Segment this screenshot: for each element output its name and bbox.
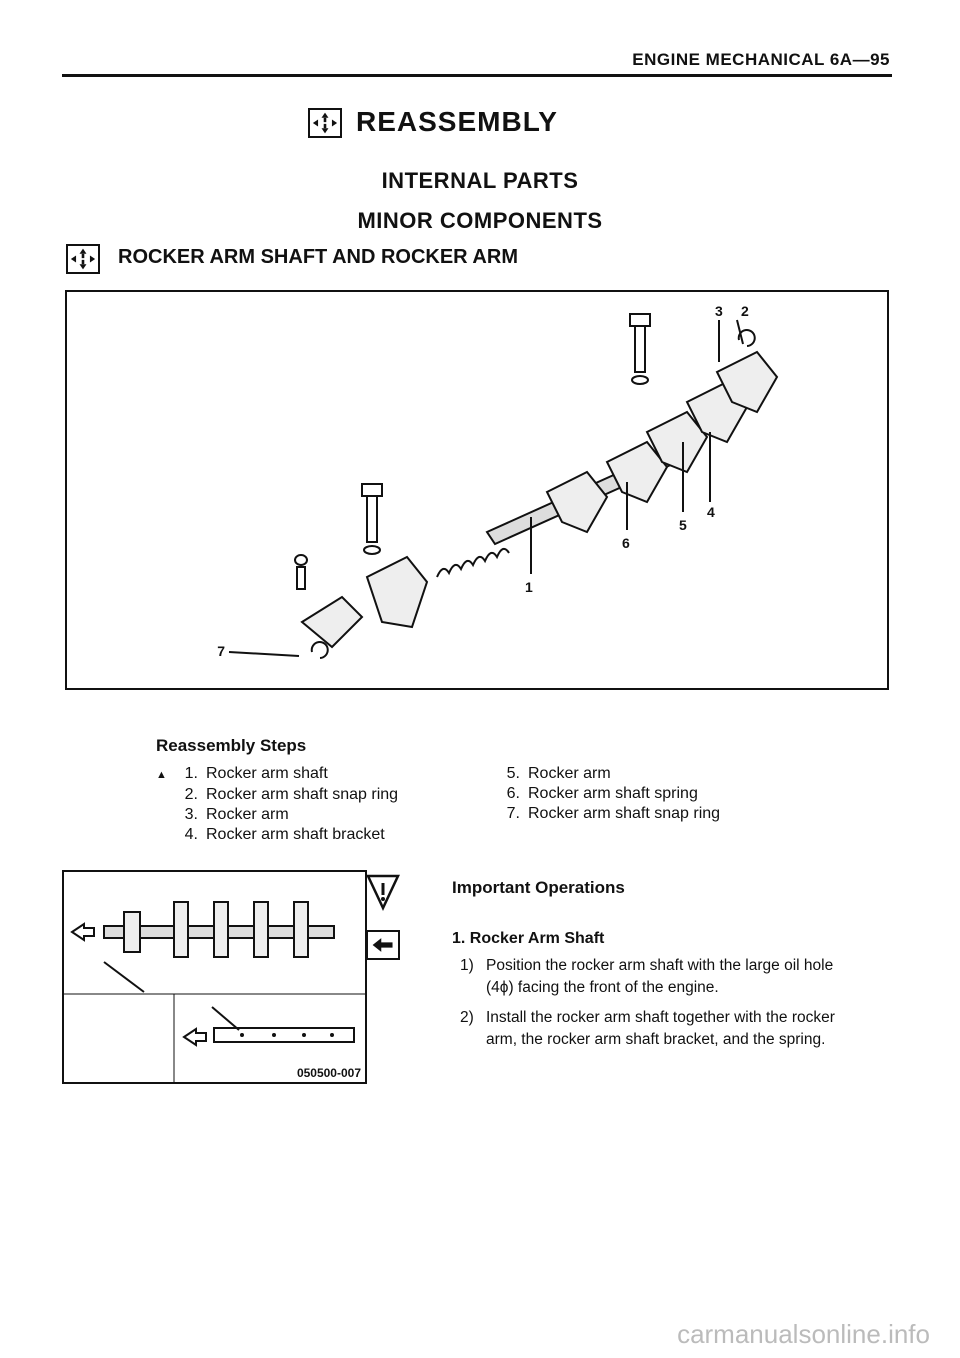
rocker-arm-assembly-drawing (67, 292, 887, 688)
operation-list (460, 955, 900, 1051)
header-rule (62, 74, 892, 77)
callout-2: 2 (741, 303, 749, 319)
callout-4: 4 (707, 504, 715, 520)
operation-item: 1) Position the rocker arm shaft with the large oil hole (4ϕ) facing the front of the engine. (460, 957, 834, 996)
callout-7: 7 (217, 643, 225, 659)
step-item: 7. Rocker arm shaft snap ring (506, 805, 721, 822)
operation-item: 2) Install the rocker arm shaft together with the rocker arm, the rocker arm shaft bracket, and the spring. (460, 1009, 835, 1048)
step-item: 5. Rocker arm (506, 765, 611, 782)
step-item: ▲ 1. Rocker arm shaft (156, 765, 328, 782)
step-item: 3. Rocker arm (184, 806, 289, 823)
steps-list-right (490, 764, 720, 824)
step-item: 6. Rocker arm shaft spring (506, 785, 698, 802)
steps-title: Reassembly Steps (156, 736, 307, 755)
arrow-left-icon (366, 930, 400, 960)
reassembly-icon (308, 108, 342, 138)
watermark: carmanualsonline.info (677, 1319, 930, 1349)
callout-6: 6 (622, 535, 630, 551)
reassembly-icon (66, 244, 100, 274)
figure-label: 050500-007 (296, 1066, 361, 1080)
subtitle-minor-components: MINOR COMPONENTS (357, 208, 603, 233)
step-item: 2. Rocker arm shaft snap ring (184, 786, 399, 803)
section-title: ROCKER ARM SHAFT AND ROCKER ARM (118, 246, 518, 268)
important-title: Important Operations (452, 878, 625, 897)
page-title: REASSEMBLY (356, 106, 558, 137)
callout-5: 5 (679, 517, 687, 533)
shaft-figure (62, 870, 367, 1084)
exploded-diagram (65, 290, 889, 690)
warning-triangle-icon (366, 872, 400, 912)
callout-3: 3 (715, 303, 723, 319)
step-item: 4. Rocker arm shaft bracket (184, 826, 385, 843)
operation-title: 1. Rocker Arm Shaft (452, 930, 605, 947)
steps-list-left (156, 764, 398, 845)
subtitle-internal-parts: INTERNAL PARTS (381, 168, 579, 193)
page-header: ENGINE MECHANICAL 6A—95 (632, 50, 890, 69)
shaft-orientation-drawing (64, 872, 365, 1082)
callout-1: 1 (525, 579, 533, 595)
